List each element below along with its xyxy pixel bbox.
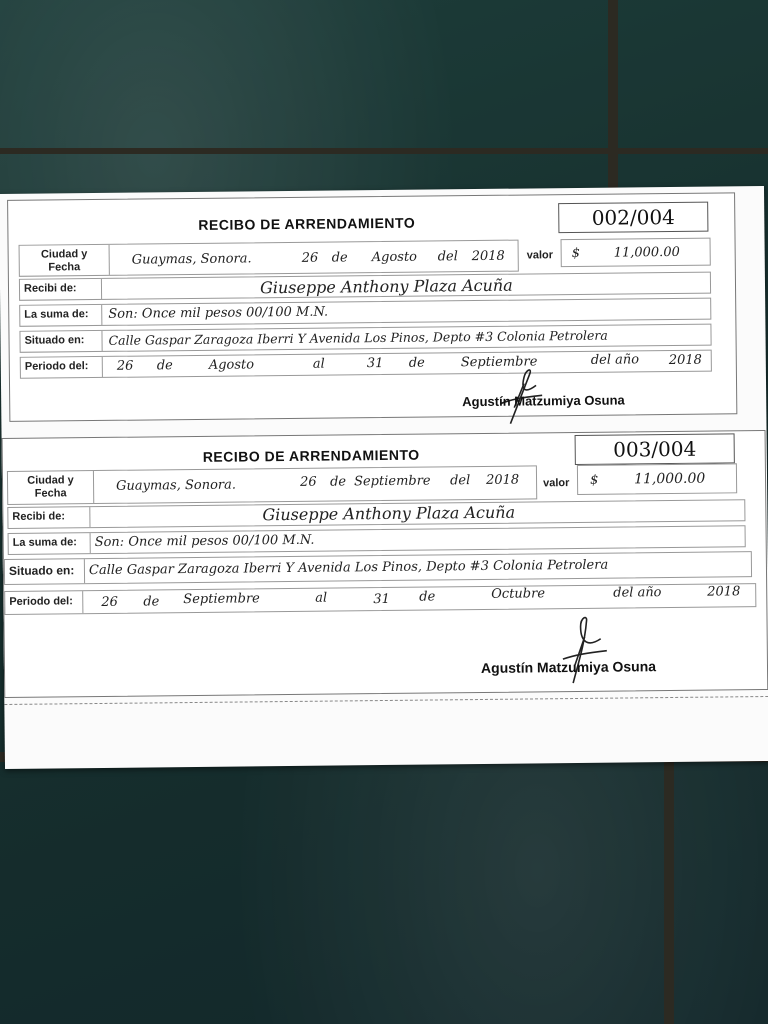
- amount-text-label: La suma de:: [20, 305, 102, 326]
- signature-scrawl: [544, 613, 615, 692]
- date-del: del: [437, 249, 458, 265]
- period-label: Periodo del:: [5, 591, 83, 614]
- period-end-month: Septiembre: [460, 354, 538, 371]
- amount-value: 11,000.00: [613, 244, 680, 261]
- period-al: al: [315, 590, 328, 606]
- signature-name: Agustín Matzumiya Osuna: [480, 658, 657, 676]
- period-start-month: Septiembre: [183, 591, 260, 608]
- period-de: de: [419, 589, 436, 605]
- date-de: de: [329, 474, 347, 490]
- location-label: Situado en:: [5, 559, 85, 584]
- tile-grout: [0, 148, 768, 154]
- period-end-month: Octubre: [491, 586, 546, 602]
- period-end-day: 31: [373, 591, 390, 608]
- city-date-label: Ciudad y Fecha: [8, 471, 94, 504]
- tile-grout: [608, 0, 618, 200]
- amount-text-row: [19, 298, 711, 327]
- period-start-day: 26: [116, 358, 134, 374]
- valor-label: valor: [543, 477, 570, 490]
- period-de: de: [143, 594, 160, 610]
- date-year: 2018: [485, 472, 520, 488]
- date-day: 26: [299, 474, 317, 490]
- city-value: Guaymas, Sonora.: [131, 251, 252, 268]
- date-de: de: [331, 250, 348, 266]
- period-al: al: [312, 356, 325, 372]
- received-from-row: [19, 272, 711, 301]
- period-start-day: 26: [101, 594, 118, 610]
- city-date-label: Ciudad y Fecha: [20, 245, 110, 276]
- amount-value: 11,000.00: [633, 470, 706, 488]
- amount-text-label: La suma de:: [9, 533, 91, 554]
- cut-line: [4, 696, 768, 705]
- period-year: 2018: [668, 352, 702, 369]
- receipt-number: 002/004: [558, 202, 708, 234]
- receipt-002: [7, 192, 737, 422]
- city-date-row: [19, 240, 519, 277]
- period-year: 2018: [707, 584, 741, 600]
- period-year-label: del año: [590, 352, 640, 368]
- period-row: [20, 350, 712, 379]
- period-de: de: [408, 355, 425, 371]
- valor-label: valor: [526, 249, 554, 262]
- signature-name: Agustín Matzumiya Osuna: [462, 392, 625, 410]
- payer-name: Giuseppe Anthony Plaza Acuña: [259, 275, 513, 298]
- city-value: Guaymas, Sonora.: [115, 477, 237, 494]
- amount-in-words: Son: Once mil pesos 00/100 M.N.: [108, 304, 329, 322]
- amount-in-words: Son: Once mil pesos 00/100 M.N.: [94, 532, 315, 551]
- period-end-day: 31: [366, 356, 384, 372]
- period-row: [4, 583, 756, 615]
- amount-text-row: [8, 525, 746, 555]
- date-month: Septiembre: [353, 473, 431, 490]
- period-start-month: Agosto: [208, 357, 255, 373]
- date-del: del: [449, 473, 471, 489]
- receipt-title: RECIBO DE ARRENDAMIENTO: [202, 446, 420, 465]
- receipt-003: [2, 430, 768, 698]
- period-label: Periodo del:: [21, 357, 103, 378]
- date-year: 2018: [471, 248, 505, 265]
- amount-box: [577, 463, 737, 495]
- address-value: Calle Gaspar Zaragoza Iberri Y Avenida Los Pinos, Depto #3 Colonia Petrolera: [108, 327, 608, 348]
- received-from-label: Recibi de:: [20, 279, 102, 300]
- location-row: [4, 551, 752, 585]
- currency-sign: $: [571, 245, 581, 262]
- period-de: de: [156, 358, 173, 374]
- currency-sign: $: [589, 472, 599, 488]
- payer-name: Giuseppe Anthony Plaza Acuña: [262, 502, 516, 525]
- tile-grout: [664, 760, 674, 1024]
- receipt-paper: [0, 186, 768, 769]
- date-month: Agosto: [371, 249, 418, 266]
- city-date-row: [7, 465, 537, 505]
- location-row: [19, 324, 711, 353]
- received-from-label: Recibi de:: [8, 507, 90, 528]
- amount-box: [561, 238, 711, 268]
- period-year-label: del año: [613, 585, 662, 601]
- date-day: 26: [301, 250, 319, 266]
- location-label: Situado en:: [20, 331, 102, 352]
- receipt-number: 003/004: [575, 433, 735, 465]
- address-value: Calle Gaspar Zaragoza Iberri Y Avenida Los Pinos, Depto #3 Colonia Petrolera: [88, 557, 609, 579]
- receipt-title: RECIBO DE ARRENDAMIENTO: [198, 214, 416, 233]
